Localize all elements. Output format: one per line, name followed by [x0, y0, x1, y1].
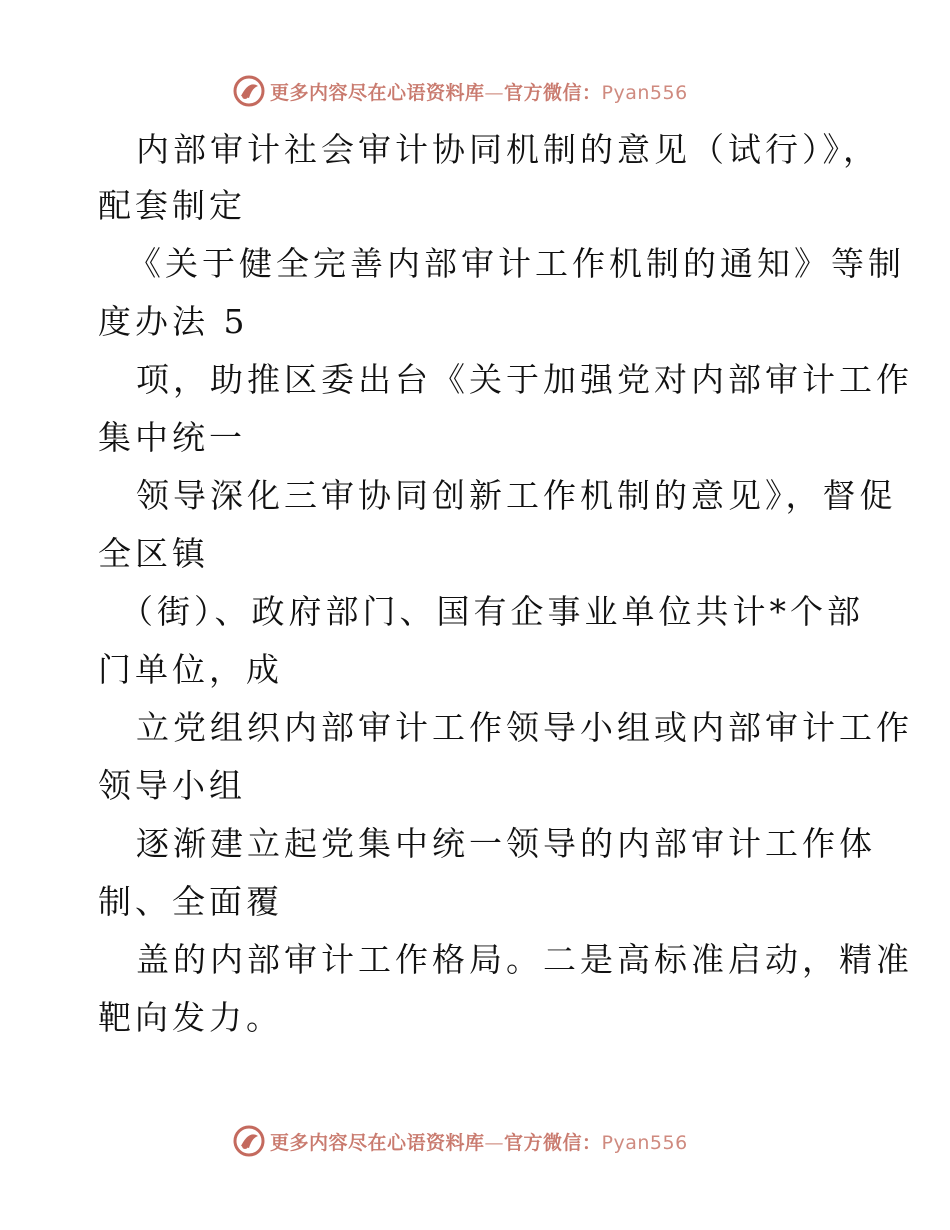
body-line: 内部审计社会审计协同机制的意见（试行）》，	[136, 130, 880, 169]
body-line: 集中统一	[98, 418, 246, 457]
body-line: 制、全面覆	[98, 882, 283, 921]
body-line: 领导小组	[98, 766, 246, 805]
body-line: 立党组织内部审计工作领导小组或内部审计工作	[136, 708, 913, 747]
body-line: 度办法 5	[98, 302, 249, 341]
body-line: 配套制定	[98, 186, 246, 225]
body-line: 全区镇	[98, 534, 209, 573]
body-line: 门单位，成	[98, 650, 283, 689]
body-line: 领导深化三审协同创新工作机制的意见》，督促	[136, 476, 897, 515]
body-line: 盖的内部审计工作格局。二是高标准启动，精准	[136, 940, 913, 979]
watermark-text: 更多内容尽在心语资料库—官方微信：Pyan556	[270, 81, 688, 104]
body-line: 逐渐建立起党集中统一领导的内部审计工作体	[136, 824, 876, 863]
body-line: 项，助推区委出台《关于加强党对内部审计工作	[136, 360, 913, 399]
header-watermark	[232, 72, 688, 110]
body-line: （街）、政府部门、国有企事业单位共计*个部	[120, 592, 864, 631]
swirl-logo-icon	[232, 1124, 266, 1158]
footer-watermark	[232, 1122, 688, 1160]
body-line: 《关于健全完善内部审计工作机制的通知》等制	[128, 244, 905, 283]
body-line: 靶向发力。	[98, 998, 283, 1037]
swirl-logo-icon	[232, 74, 266, 108]
watermark-text: 更多内容尽在心语资料库—官方微信：Pyan556	[270, 1131, 688, 1154]
